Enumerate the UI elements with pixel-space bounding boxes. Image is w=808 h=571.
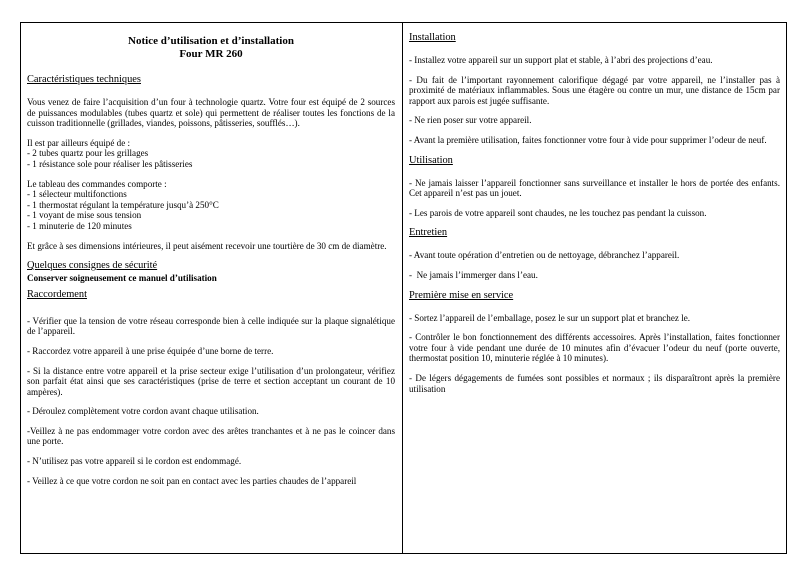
raccordement-item: - Vérifier que la tension de votre réseau corresponde bien à celle indiquée sur la plaque signalétique de l’appareil. (27, 315, 395, 337)
title-line-2: Four MR 260 (179, 47, 243, 60)
controls-item: - 1 voyant de mise sous tension (27, 210, 142, 221)
premiere-item: - De légers dégagements de fumées sont possibles et normaux ; ils disparaîtront après la première utilisation (409, 372, 780, 394)
right-column (409, 23, 780, 394)
heading-caracteristiques: Caractéristiques techniques (27, 74, 141, 85)
premiere-item: - Sortez l’appareil de l’emballage, posez le sur un support plat et branchez le. (409, 312, 691, 323)
heading-raccordement: Raccordement (27, 288, 88, 300)
heading-securite: Quelques consignes de sécurité (27, 260, 158, 272)
heading-utilisation: Utilisation (409, 154, 453, 166)
controls-title: Le tableau des commandes comporte : (27, 178, 167, 189)
entretien-item: - Ne jamais l’immerger dans l’eau. (409, 269, 538, 280)
raccordement-item: -Veillez à ne pas endommager votre cordon avec des arêtes tranchantes et à ne pas le coincer dans une porte. (27, 425, 395, 447)
heading-installation: Installation (409, 32, 456, 43)
raccordement-item: - N’utilisez pas votre appareil si le cordon est endommagé. (27, 456, 242, 467)
entretien-item: - Avant toute opération d’entretien ou de nettoyage, débranchez l’appareil. (409, 250, 680, 261)
equipment-item: - 2 tubes quartz pour les grillages (27, 148, 149, 159)
raccordement-item: - Déroulez complètement votre cordon avant chaque utilisation. (27, 406, 259, 417)
equipment-title: Il est par ailleurs équipé de : (27, 137, 131, 148)
installation-item: - Du fait de l’important rayonnement calorifique dégagé par votre appareil, ne l’installer pas à proximité de matériaux inflammables. Sous une étagère ou contre un mur, une distance de 15cm par rapport aux parois est jugée suffisante. (409, 74, 780, 106)
securite-subheading: Conserver soigneusement ce manuel d’utilisation (27, 273, 217, 284)
left-column (27, 23, 395, 486)
utilisation-item: - Ne jamais laisser l’appareil fonctionner sans surveillance et installer le hors de portée des enfants. Cet appareil n’est pas un jouet. (409, 177, 780, 199)
raccordement-item: - Si la distance entre votre appareil et la prise secteur exige l’utilisation d’un prolongateur, vérifiez son parfait état ainsi que ses caractéristiques (prise de terre et section acceptant un courant de 10 ampères). (27, 365, 395, 397)
raccordement-item: - Veillez à ce que votre cordon ne soit pan en contact avec les parties chaudes de l’appareil (27, 475, 357, 486)
caracteristiques-outro: Et grâce à ses dimensions intérieures, il peut aisément recevoir une tourtière de 30 cm de diamètre. (27, 240, 387, 251)
equipment-list (27, 138, 395, 170)
controls-item: - 1 minuterie de 120 minutes (27, 220, 132, 231)
controls-item: - 1 thermostat régulant la température jusqu’à 250°C (27, 199, 219, 210)
column-divider (402, 23, 403, 553)
installation-item: - Avant la première utilisation, faites fonctionner votre four à vide pour supprimer l’odeur de neuf. (409, 134, 767, 145)
installation-item: - Installez votre appareil sur un support plat et stable, à l’abri des projections d’eau. (409, 55, 713, 65)
controls-item: - 1 sélecteur multifonctions (27, 189, 127, 200)
title-line-1: Notice d’utilisation et d’installation (128, 35, 294, 47)
premiere-item: - Contrôler le bon fonctionnement des différents accessoires. Après l’installation, faites fonctionner votre four à vide pendant une durée de 10 minutes afin d’évacuer l’odeur du neuf (porte ouverte, thermostat position 10, minuterie réglée à 10 minutes). (409, 332, 780, 364)
caracteristiques-intro: Vous venez de faire l’acquisition d’un four à technologie quartz. Votre four est équipé de 2 sources de puissances modulables (tubes quartz et sole) qui permettent de réaliser toutes les fonctions de la cuisson traditionnelle (grillades, viandes, poissons, pâtisseries, soufflés…). (27, 97, 395, 129)
document-title (27, 35, 395, 60)
heading-entretien: Entretien (409, 227, 448, 239)
equipment-item: - 1 résistance sole pour réaliser les pâtisseries (27, 158, 193, 169)
installation-item: - Ne rien poser sur votre appareil. (409, 115, 532, 126)
heading-premiere-mise-en-service: Première mise en service (409, 289, 514, 301)
raccordement-item: - Raccordez votre appareil à une prise équipée d’une borne de terre. (27, 345, 274, 356)
utilisation-item: - Les parois de votre appareil sont chaudes, ne les touchez pas pendant la cuisson. (409, 207, 707, 218)
document-page (20, 22, 787, 554)
controls-list (27, 179, 395, 232)
